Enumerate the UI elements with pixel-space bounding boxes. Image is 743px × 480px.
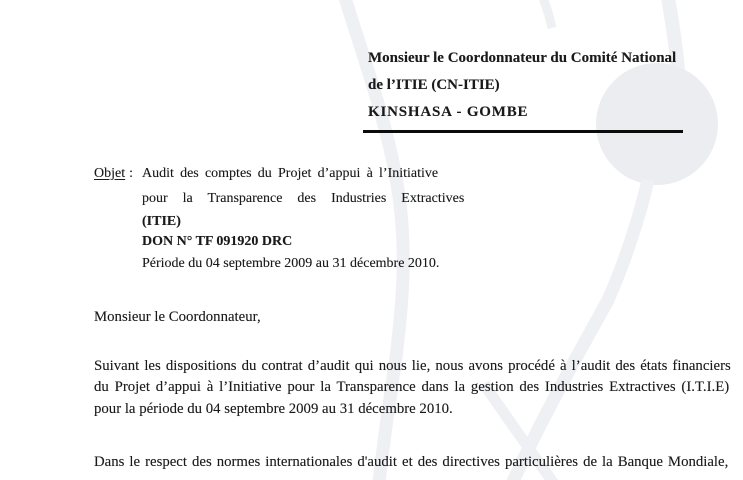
subject-line-3: (ITIE) xyxy=(142,214,181,229)
subject-line-5: Période du 04 septembre 2009 au 31 décembre 2010. xyxy=(142,256,440,271)
subject-line-1: Audit des comptes du Projet d’appui à l’Initiative xyxy=(142,166,439,181)
paragraph-1-line-1: Suivant les dispositions du contrat d’audit qui nous lie, nous avons procédé à l’audit des états financiers xyxy=(94,358,731,374)
subject-line-4: DON N° TF 091920 DRC xyxy=(142,234,293,249)
watermark-curve-main xyxy=(510,180,648,480)
watermark-circle xyxy=(596,63,718,185)
watermark-corner-sliver xyxy=(541,0,552,28)
recipient-divider-rule xyxy=(363,130,683,133)
paragraph-1-line-3: pour la période du 04 septembre 2009 au 31 décembre 2010. xyxy=(94,401,453,417)
subject-label: Objet xyxy=(94,166,126,181)
recipient-line-3: KINSHASA - GOMBE xyxy=(368,104,529,120)
salutation: Monsieur le Coordonnateur, xyxy=(94,309,261,325)
paragraph-2-line-1: Dans le respect des normes internationales d'audit et des directives particulières de la Banque Mondiale, xyxy=(94,454,729,470)
paragraph-1-line-2: du Projet d’appui à l’Initiative pour la Transparence dans la gestion des Industries Extractives (I.T.I.E) xyxy=(94,379,730,395)
recipient-line-2: de l’ITIE (CN-ITIE) xyxy=(368,77,500,93)
subject-label-row xyxy=(94,167,133,181)
subject-colon: : xyxy=(129,166,133,181)
subject-line-2: pour la Transparence des Industries Extractives xyxy=(142,191,465,206)
recipient-line-1: Monsieur le Coordonnateur du Comité National xyxy=(368,50,677,66)
